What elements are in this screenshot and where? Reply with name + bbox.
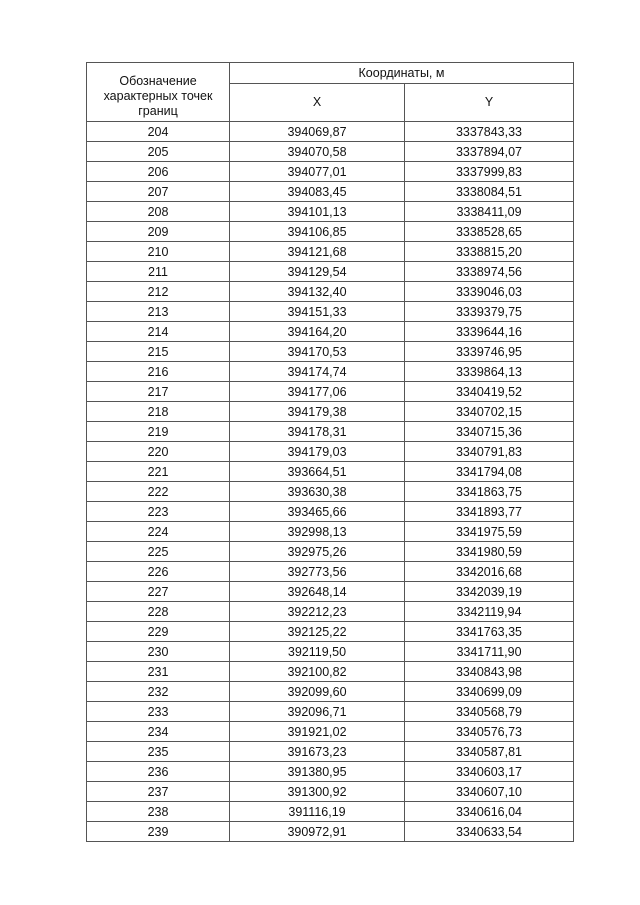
table-row <box>87 142 574 162</box>
table-row <box>87 482 574 502</box>
point-cell: 238 <box>87 802 230 822</box>
table-row <box>87 162 574 182</box>
point-cell: 226 <box>87 562 230 582</box>
x-coordinate-cell: 392119,50 <box>230 642 405 662</box>
point-cell: 235 <box>87 742 230 762</box>
table-row <box>87 562 574 582</box>
y-coordinate-cell: 3338084,51 <box>405 182 574 202</box>
point-cell: 231 <box>87 662 230 682</box>
table-row <box>87 442 574 462</box>
point-cell: 205 <box>87 142 230 162</box>
x-coordinate-cell: 394177,06 <box>230 382 405 402</box>
y-coordinate-cell: 3340843,98 <box>405 662 574 682</box>
x-coordinate-cell: 394069,87 <box>230 122 405 142</box>
table-row <box>87 602 574 622</box>
point-cell: 211 <box>87 262 230 282</box>
point-cell: 223 <box>87 502 230 522</box>
y-coordinate-cell: 3340702,15 <box>405 402 574 422</box>
point-cell: 222 <box>87 482 230 502</box>
point-cell: 220 <box>87 442 230 462</box>
y-coordinate-cell: 3340568,79 <box>405 702 574 722</box>
x-coordinate-cell: 390972,91 <box>230 822 405 842</box>
point-cell: 225 <box>87 542 230 562</box>
y-coordinate-cell: 3338528,65 <box>405 222 574 242</box>
y-coordinate-cell: 3337843,33 <box>405 122 574 142</box>
y-coordinate-cell: 3337894,07 <box>405 142 574 162</box>
y-coordinate-cell: 3340616,04 <box>405 802 574 822</box>
x-coordinate-cell: 394170,53 <box>230 342 405 362</box>
coordinates-table <box>86 62 574 842</box>
point-cell: 213 <box>87 302 230 322</box>
table-row <box>87 122 574 142</box>
y-coordinate-cell: 3340699,09 <box>405 682 574 702</box>
table-row <box>87 302 574 322</box>
table-row <box>87 522 574 542</box>
point-designation-header: Обозначение характерных точек границ <box>87 63 230 122</box>
y-coordinate-cell: 3340576,73 <box>405 722 574 742</box>
y-coordinate-cell: 3342119,94 <box>405 602 574 622</box>
table-row <box>87 762 574 782</box>
table-row <box>87 282 574 302</box>
point-cell: 229 <box>87 622 230 642</box>
y-coordinate-cell: 3341763,35 <box>405 622 574 642</box>
x-coordinate-cell: 394132,40 <box>230 282 405 302</box>
x-coordinate-cell: 392096,71 <box>230 702 405 722</box>
table-row <box>87 662 574 682</box>
point-cell: 216 <box>87 362 230 382</box>
x-coordinate-cell: 391673,23 <box>230 742 405 762</box>
y-coordinate-cell: 3337999,83 <box>405 162 574 182</box>
x-coordinate-cell: 394179,38 <box>230 402 405 422</box>
y-coordinate-cell: 3338411,09 <box>405 202 574 222</box>
table-row <box>87 782 574 802</box>
x-column-header: X <box>230 83 405 121</box>
point-cell: 228 <box>87 602 230 622</box>
y-coordinate-cell: 3340791,83 <box>405 442 574 462</box>
table-row <box>87 722 574 742</box>
table-row <box>87 822 574 842</box>
table-row <box>87 702 574 722</box>
table-row <box>87 642 574 662</box>
table-row <box>87 622 574 642</box>
x-coordinate-cell: 392125,22 <box>230 622 405 642</box>
table-row <box>87 542 574 562</box>
x-coordinate-cell: 393664,51 <box>230 462 405 482</box>
point-cell: 236 <box>87 762 230 782</box>
y-coordinate-cell: 3341794,08 <box>405 462 574 482</box>
table-row <box>87 742 574 762</box>
point-cell: 204 <box>87 122 230 142</box>
y-coordinate-cell: 3341893,77 <box>405 502 574 522</box>
point-cell: 234 <box>87 722 230 742</box>
x-coordinate-cell: 394070,58 <box>230 142 405 162</box>
x-coordinate-cell: 392099,60 <box>230 682 405 702</box>
x-coordinate-cell: 394174,74 <box>230 362 405 382</box>
x-coordinate-cell: 391300,92 <box>230 782 405 802</box>
x-coordinate-cell: 391380,95 <box>230 762 405 782</box>
x-coordinate-cell: 393465,66 <box>230 502 405 522</box>
table-row <box>87 182 574 202</box>
table-row <box>87 342 574 362</box>
y-coordinate-cell: 3340715,36 <box>405 422 574 442</box>
table-row <box>87 422 574 442</box>
x-coordinate-cell: 394179,03 <box>230 442 405 462</box>
x-coordinate-cell: 394164,20 <box>230 322 405 342</box>
point-cell: 237 <box>87 782 230 802</box>
y-coordinate-cell: 3338815,20 <box>405 242 574 262</box>
y-coordinate-cell: 3340419,52 <box>405 382 574 402</box>
x-coordinate-cell: 394151,33 <box>230 302 405 322</box>
y-coordinate-cell: 3341711,90 <box>405 642 574 662</box>
table-row <box>87 222 574 242</box>
x-coordinate-cell: 394129,54 <box>230 262 405 282</box>
point-cell: 233 <box>87 702 230 722</box>
x-coordinate-cell: 394077,01 <box>230 162 405 182</box>
table-row <box>87 242 574 262</box>
y-coordinate-cell: 3340587,81 <box>405 742 574 762</box>
x-coordinate-cell: 392975,26 <box>230 542 405 562</box>
table-row <box>87 582 574 602</box>
y-coordinate-cell: 3339864,13 <box>405 362 574 382</box>
coordinates-header: Координаты, м <box>230 63 574 84</box>
point-cell: 210 <box>87 242 230 262</box>
table-row <box>87 262 574 282</box>
y-coordinate-cell: 3339379,75 <box>405 302 574 322</box>
point-cell: 209 <box>87 222 230 242</box>
point-cell: 212 <box>87 282 230 302</box>
point-cell: 227 <box>87 582 230 602</box>
x-coordinate-cell: 392212,23 <box>230 602 405 622</box>
y-coordinate-cell: 3339046,03 <box>405 282 574 302</box>
table-row <box>87 362 574 382</box>
point-cell: 221 <box>87 462 230 482</box>
point-cell: 224 <box>87 522 230 542</box>
x-coordinate-cell: 393630,38 <box>230 482 405 502</box>
x-coordinate-cell: 394106,85 <box>230 222 405 242</box>
x-coordinate-cell: 394083,45 <box>230 182 405 202</box>
y-coordinate-cell: 3339644,16 <box>405 322 574 342</box>
y-coordinate-cell: 3340607,10 <box>405 782 574 802</box>
table-row <box>87 682 574 702</box>
y-coordinate-cell: 3338974,56 <box>405 262 574 282</box>
x-coordinate-cell: 394101,13 <box>230 202 405 222</box>
x-coordinate-cell: 394121,68 <box>230 242 405 262</box>
point-cell: 215 <box>87 342 230 362</box>
table-row <box>87 802 574 822</box>
table-header <box>87 63 574 122</box>
y-coordinate-cell: 3340603,17 <box>405 762 574 782</box>
x-coordinate-cell: 391921,02 <box>230 722 405 742</box>
x-coordinate-cell: 392773,56 <box>230 562 405 582</box>
point-cell: 217 <box>87 382 230 402</box>
point-cell: 232 <box>87 682 230 702</box>
y-column-header: Y <box>405 83 574 121</box>
point-cell: 219 <box>87 422 230 442</box>
table-row <box>87 462 574 482</box>
x-coordinate-cell: 391116,19 <box>230 802 405 822</box>
x-coordinate-cell: 394178,31 <box>230 422 405 442</box>
y-coordinate-cell: 3342039,19 <box>405 582 574 602</box>
point-cell: 214 <box>87 322 230 342</box>
table-row <box>87 402 574 422</box>
y-coordinate-cell: 3340633,54 <box>405 822 574 842</box>
y-coordinate-cell: 3341975,59 <box>405 522 574 542</box>
y-coordinate-cell: 3339746,95 <box>405 342 574 362</box>
point-cell: 207 <box>87 182 230 202</box>
point-cell: 206 <box>87 162 230 182</box>
table-row <box>87 322 574 342</box>
table-row <box>87 202 574 222</box>
table-row <box>87 382 574 402</box>
y-coordinate-cell: 3341980,59 <box>405 542 574 562</box>
table-row <box>87 502 574 522</box>
point-cell: 230 <box>87 642 230 662</box>
x-coordinate-cell: 392648,14 <box>230 582 405 602</box>
point-cell: 218 <box>87 402 230 422</box>
point-cell: 239 <box>87 822 230 842</box>
x-coordinate-cell: 392998,13 <box>230 522 405 542</box>
table-body <box>87 122 574 842</box>
y-coordinate-cell: 3342016,68 <box>405 562 574 582</box>
x-coordinate-cell: 392100,82 <box>230 662 405 682</box>
y-coordinate-cell: 3341863,75 <box>405 482 574 502</box>
point-cell: 208 <box>87 202 230 222</box>
